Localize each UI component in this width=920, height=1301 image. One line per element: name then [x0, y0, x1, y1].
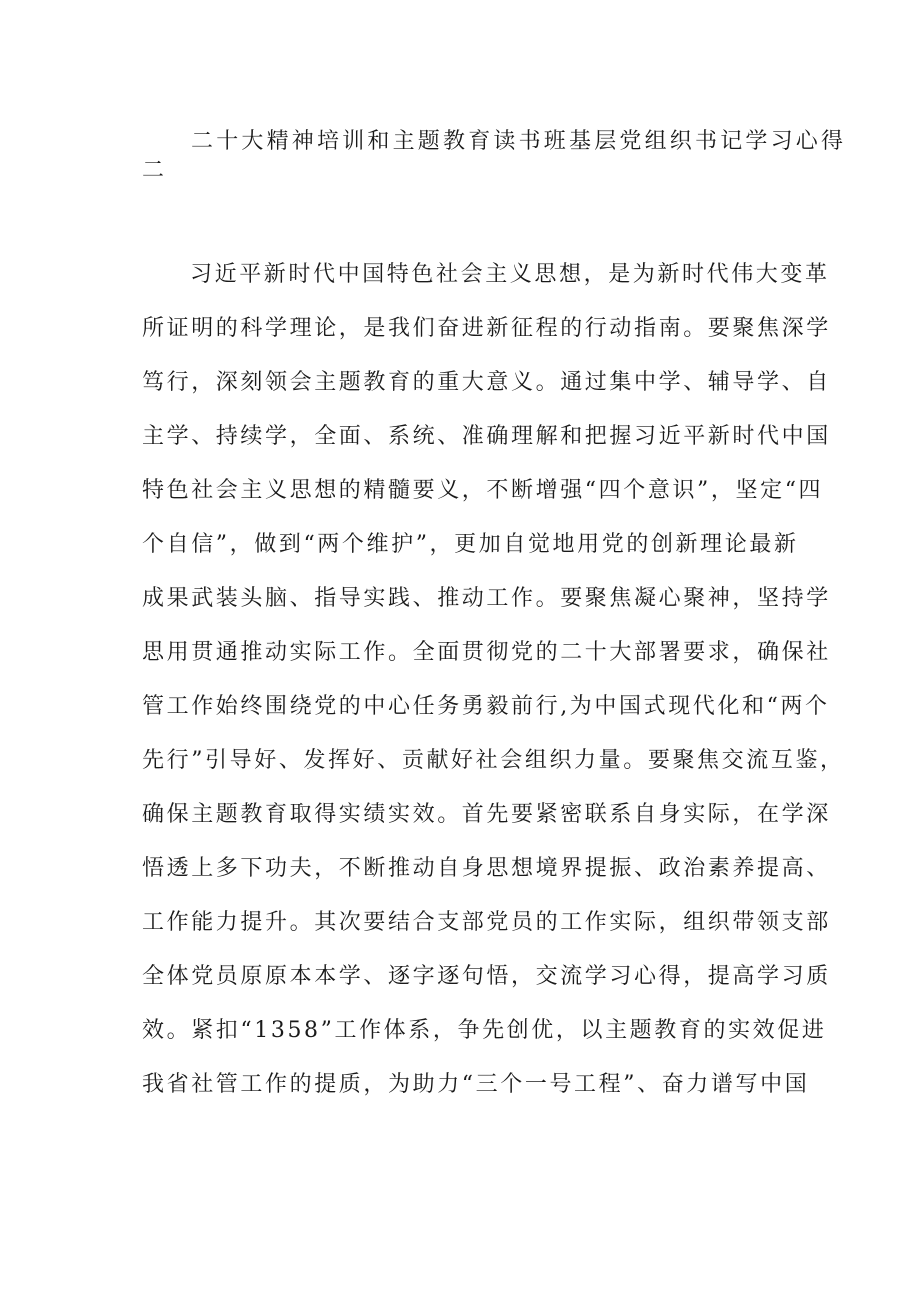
document-title-line-2: 二 — [142, 158, 168, 183]
paragraph-line-11: 确保主题教育取得实绩实效。首先要紧密联系自身实际，在学深 — [142, 802, 831, 827]
paragraph-line-10: 先行”引导好、发挥好、贡献好社会组织力量。要聚焦交流互鉴， — [142, 748, 845, 773]
paragraph-line-9: 管工作始终围绕党的中心任务勇毅前行,为中国式现代化和“两个 — [142, 694, 830, 719]
paragraph-line-4: 主学、持续学，全面、系统、准确理解和把握习近平新时代中国 — [142, 424, 831, 449]
paragraph-line-7: 成果武装头脑、指导实践、推动工作。要聚焦凝心聚神，坚持学 — [142, 586, 831, 611]
paragraph-line-3: 笃行，深刻领会主题教育的重大意义。通过集中学、辅导学、自 — [142, 370, 831, 395]
paragraph-line-2: 所证明的科学理论，是我们奋进新征程的行动指南。要聚焦深学 — [142, 316, 831, 341]
paragraph-line-16: 我省社管工作的提质，为助力“三个一号工程”、奋力谱写中国 — [142, 1072, 810, 1097]
paragraph-line-14: 全体党员原原本本学、逐字逐句悟，交流学习心得，提高学习质 — [142, 964, 831, 989]
paragraph-line-6: 个自信”，做到“两个维护”，更加自觉地用党的创新理论最新 — [142, 532, 799, 557]
paragraph-line-12: 悟透上多下功夫，不断推动自身思想境界提振、政治素养提高、 — [142, 856, 831, 881]
document-title-line-1: 二十大精神培训和主题教育读书班基层党组织书记学习心得 — [191, 129, 847, 154]
paragraph-line-8: 思用贯通推动实际工作。全面贯彻党的二十大部署要求，确保社 — [142, 640, 831, 665]
paragraph-line-13: 工作能力提升。其次要结合支部党员的工作实际，组织带领支部 — [142, 910, 831, 935]
paragraph-line-15: 效。紧扣“1358”工作体系，争先创优，以主题教育的实效促进 — [142, 1018, 827, 1043]
paragraph-line-1: 习近平新时代中国特色社会主义思想，是为新时代伟大变革 — [190, 262, 830, 287]
paragraph-line-5: 特色社会主义思想的精髓要义，不断增强“四个意识”，坚定“四 — [142, 478, 824, 503]
